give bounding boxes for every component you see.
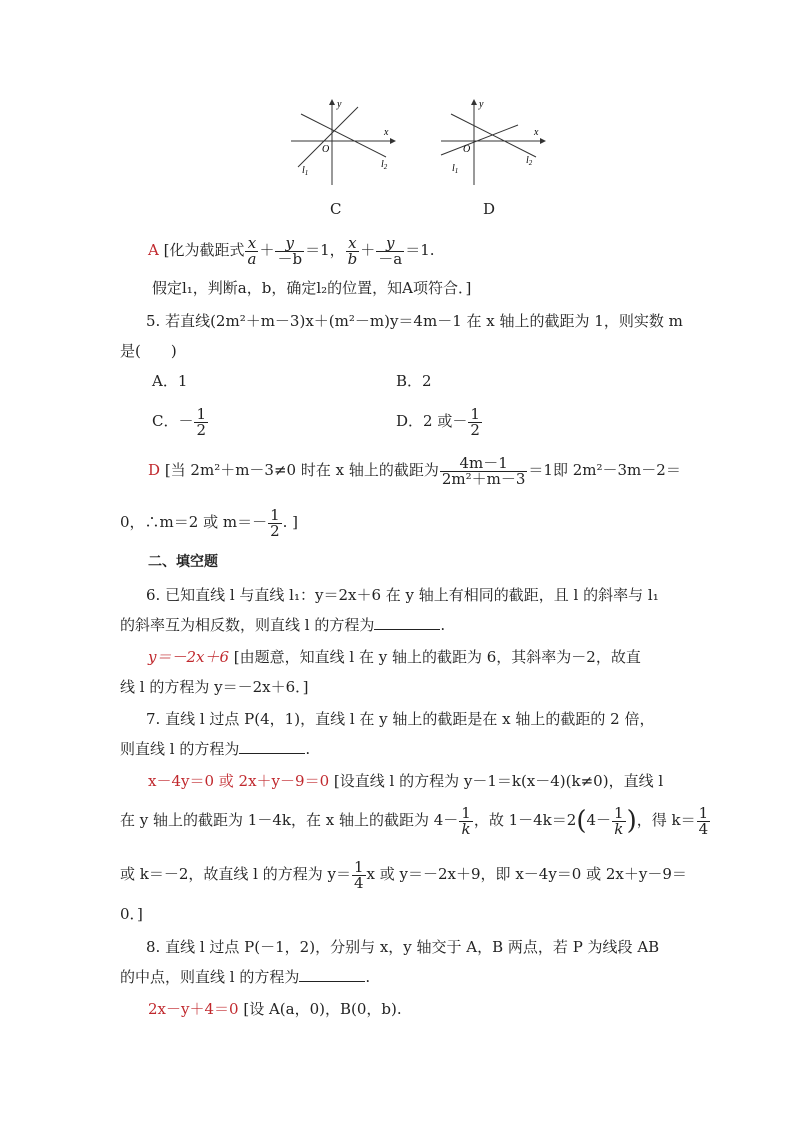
q5-stem-line1: 5. 若直线(2m²＋m－3)x＋(m²－m)y＝4m－1 在 x 轴上的截距为 1，则实数 m bbox=[146, 312, 683, 330]
q7-stem-line1: 7. 直线 l 过点 P(4，1)，直线 l 在 y 轴上的截距是在 x 轴上的截距的 2 倍， bbox=[146, 710, 655, 728]
q7-solution-line3: 或 k＝－2，故直线 l 的方程为 y＝ $\frac{1}{4}$ x 或 y＝－2x＋9，即 x－4y＝0 或 2x＋y－9＝ bbox=[120, 857, 687, 892]
svg-text:l1: $l_1$ bbox=[302, 165, 309, 177]
figure-c bbox=[286, 95, 396, 185]
q8-answer-line1: 2x－y＋4＝0 [设 A(a，0)，B(0，b). bbox=[148, 1000, 402, 1018]
svg-text:l2: $l_2$ bbox=[381, 159, 388, 171]
q6-blank bbox=[374, 615, 440, 630]
q7-solution-line4: 0．] bbox=[120, 905, 143, 923]
q8-stem-line1: 8. 直线 l 过点 P(－1，2)，分别与 x，y 轴交于 A，B 两点，若 P 为线段 AB bbox=[146, 938, 660, 956]
q5-answer-line1: D [当 2m²＋m－3≠0 时在 x 轴上的截距为 $\frac{4m-1}{\text{2m²＋m－3}}$ ＝1即 2m²－3m－2＝ bbox=[148, 453, 681, 488]
q6-stem-line2: 的斜率互为相反数，则直线 l 的方程为 . bbox=[120, 616, 446, 634]
q7-stem-line2: 则直线 l 的方程为 . bbox=[120, 740, 311, 758]
svg-text:x: x bbox=[534, 127, 539, 138]
q5-option-d: D．2 或－ $\frac{1}{2}$ bbox=[396, 404, 480, 439]
q5-option-b: B．2 bbox=[396, 372, 432, 390]
q7-answer-line1: x－4y＝0 或 2x＋y－9＝0 [设直线 l 的方程为 y－1＝k(x－4)(k≠0)，直线 l bbox=[148, 772, 664, 790]
svg-text:l1: $l_1$ bbox=[452, 163, 459, 175]
q5-answer-line2: 0，∴m＝2 或 m＝－ $\frac{1}{2}$ . ] bbox=[120, 505, 299, 540]
svg-text:y: y bbox=[479, 99, 484, 110]
q7-solution-line2: 在 y 轴上的截距为 1－4k，在 x 轴上的截距为 4－ $\frac{1}{k}$ ，故 1－4k＝2(4－ $\frac{1}{k}$ )，得 k＝ $\frac{1}{4}$ bbox=[120, 803, 709, 838]
q5-option-a: A．1 bbox=[152, 372, 188, 390]
figure-d-label: D bbox=[483, 200, 496, 218]
section-title-fill-blank: 二、填空题 bbox=[148, 554, 218, 570]
svg-text:O: O bbox=[463, 144, 471, 155]
q6-answer-line1: y＝－2x＋6 [由题意，知直线 l 在 y 轴上的截距为 6，其斜率为－2，故直 bbox=[148, 648, 641, 666]
axis-x-label: x bbox=[384, 127, 389, 138]
q8-stem-line2: 的中点，则直线 l 的方程为 . bbox=[120, 968, 371, 986]
q5-stem-line2: 是( ) bbox=[120, 342, 177, 360]
q4-answer-line2: 假定l₁，判断a，b，确定l₂的位置，知A项符合．] bbox=[152, 279, 472, 297]
figure-c-label: C bbox=[330, 200, 342, 218]
q6-answer-line2: 线 l 的方程为 y＝－2x＋6．] bbox=[120, 678, 309, 696]
svg-text:l2: $l_2$ bbox=[526, 155, 533, 167]
origin-label: O bbox=[322, 144, 330, 155]
q5-option-c: C．－ $\frac{1}{2}$ bbox=[152, 404, 207, 439]
q7-blank bbox=[239, 739, 305, 754]
figure-d bbox=[436, 95, 546, 185]
q8-blank bbox=[299, 967, 365, 982]
q4-answer-line1: A [化为截距式 $\frac{x}{a}$ ＋ $\frac{y}{-b}$ ＝1， $\frac{x}{b}$ ＋ $\frac{y}{-a}$ ＝1. bbox=[148, 233, 435, 268]
axis-y-label: y bbox=[337, 99, 342, 110]
q6-stem-line1: 6. 已知直线 l 与直线 l₁：y＝2x＋6 在 y 轴上有相同的截距，且 l 的斜率与 l₁ bbox=[146, 586, 659, 604]
